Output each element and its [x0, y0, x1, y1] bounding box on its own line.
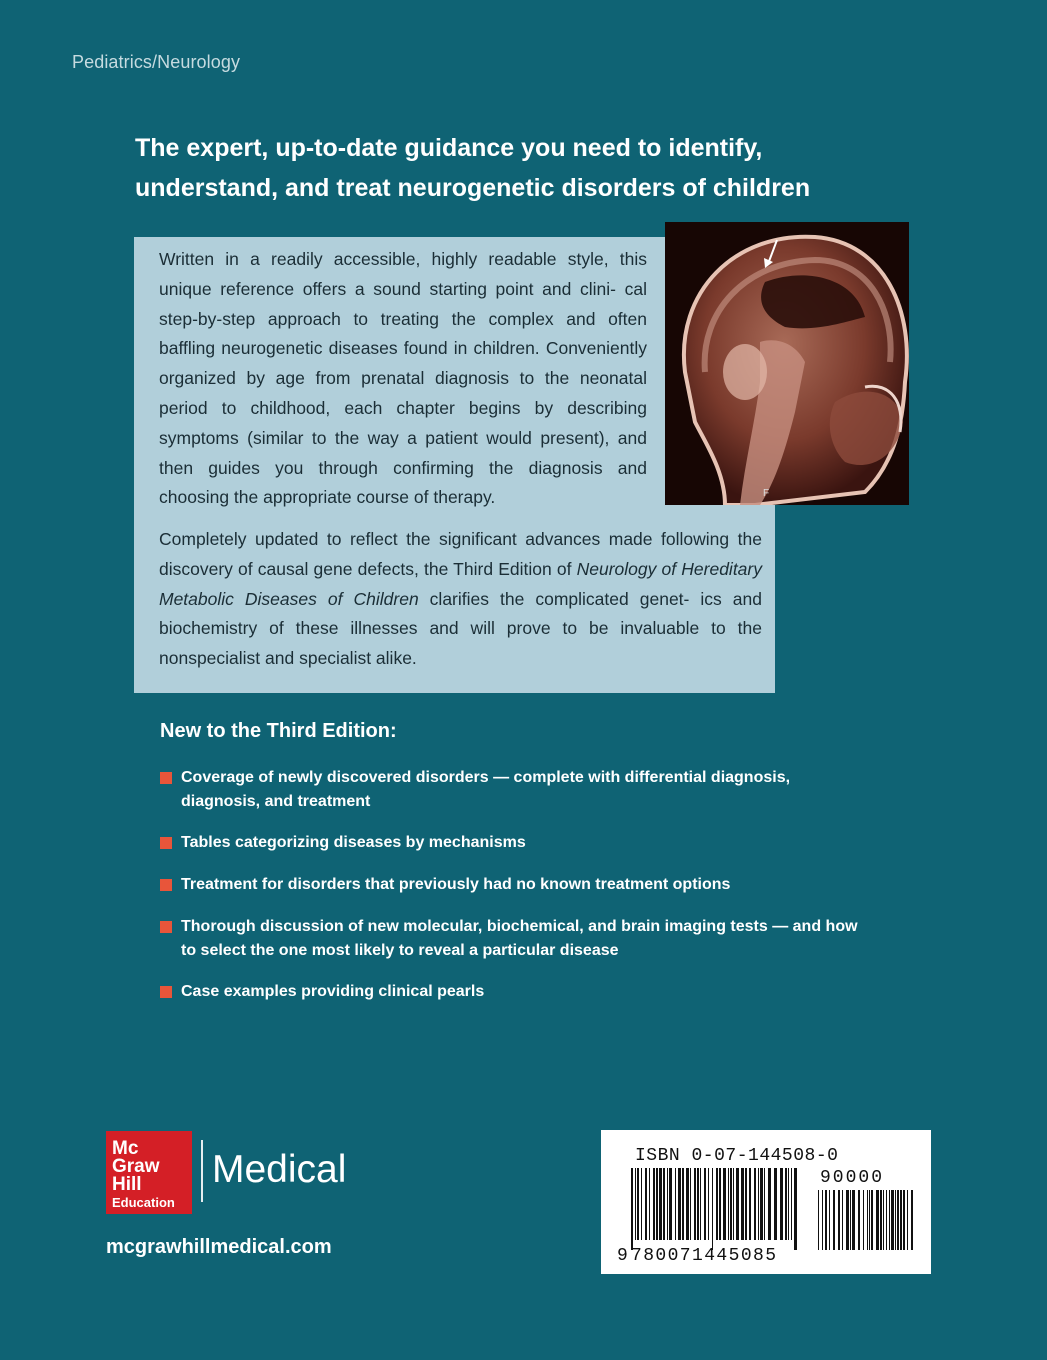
division-name: Medical	[212, 1148, 347, 1191]
barcode-bar	[704, 1168, 706, 1240]
barcode-bar	[788, 1168, 789, 1240]
barcode-bar	[667, 1168, 668, 1240]
para1-line: unique reference offers a sound starting point and clini-	[159, 278, 616, 299]
barcode-bar	[850, 1190, 851, 1250]
barcode-bar	[635, 1168, 636, 1240]
barcode-bar	[825, 1190, 827, 1250]
bullet-text: diagnosis, and treatment	[181, 793, 371, 810]
barcode-bar	[708, 1168, 709, 1240]
description-paragraph-2	[159, 525, 762, 674]
barcode-bar	[675, 1168, 676, 1240]
bullet-text: Thorough discussion of new molecular, biochemical, and brain imaging tests — and how	[181, 918, 858, 935]
bullet-text: Treatment for disorders that previously had no known treatment options	[181, 876, 731, 893]
price-addon-digits: 90000	[820, 1168, 885, 1188]
description-paragraph-1	[159, 245, 647, 513]
list-item	[160, 915, 900, 963]
barcode-bar	[663, 1168, 665, 1240]
list-item	[160, 980, 900, 1004]
ean-lead-digit: 9	[617, 1246, 628, 1266]
barcode-bar	[829, 1190, 830, 1250]
headline	[135, 128, 935, 208]
para1-line: the neonatal period to childhood, each chapter begins by	[159, 368, 647, 418]
bullet-square-icon	[160, 986, 172, 998]
barcode-bar	[867, 1190, 868, 1250]
barcode-bar	[641, 1168, 642, 1240]
list-item	[160, 831, 900, 855]
barcode-bar	[686, 1168, 689, 1240]
barcode-bar	[869, 1190, 870, 1250]
list-item	[160, 766, 900, 814]
barcode-bar	[754, 1168, 756, 1240]
mcgraw-hill-logo	[106, 1131, 192, 1214]
barcode-bar	[723, 1168, 726, 1240]
barcode-bar	[846, 1190, 849, 1250]
barcode-bar	[903, 1190, 905, 1250]
barcode-bar	[669, 1168, 672, 1240]
publisher-website: mcgrawhillmedical.com	[106, 1236, 332, 1258]
headline-line-1: The expert, up-to-date guidance you need to identify,	[135, 134, 763, 162]
barcode-bar	[694, 1168, 696, 1240]
barcode-bar	[682, 1168, 684, 1240]
book-title-part-1: Neurology of	[576, 558, 677, 579]
logo-line-education: Education	[112, 1195, 175, 1210]
barcode-bar	[842, 1190, 843, 1250]
barcode-bar	[876, 1190, 879, 1250]
category-label: Pediatrics/Neurology	[72, 52, 241, 72]
barcode-bar	[858, 1190, 860, 1250]
barcode-bar	[900, 1190, 902, 1250]
barcode-bar	[736, 1168, 739, 1240]
barcode-bar	[895, 1190, 896, 1250]
barcode-bar	[716, 1168, 718, 1240]
barcode-bar	[863, 1190, 864, 1250]
barcode-bar	[659, 1168, 662, 1240]
barcode-bar	[690, 1168, 691, 1240]
barcode-bar	[911, 1190, 913, 1250]
bullet-square-icon	[160, 837, 172, 849]
para1-line: describing symptoms (similar to the way a patient would	[159, 397, 647, 448]
barcode-bar	[791, 1168, 792, 1240]
bullet-square-icon	[160, 772, 172, 784]
logo-line-graw: Graw	[112, 1156, 160, 1177]
isbn-text: ISBN 0-07-144508-0	[635, 1146, 839, 1166]
para1-line: Written in a readily accessible, highly readable style, this	[159, 249, 647, 269]
new-edition-heading: New to the Third Edition:	[160, 720, 397, 742]
barcode-bar	[833, 1190, 835, 1250]
barcode-bar	[649, 1168, 650, 1240]
para2-line: the discovery of causal gene defects, the Third Edition of	[159, 529, 762, 579]
list-item	[160, 873, 900, 897]
barcode-bar	[880, 1190, 882, 1250]
barcode-bar	[785, 1168, 787, 1240]
barcode-bar	[656, 1168, 658, 1240]
bullet-text: Coverage of newly discovered disorders — complete with differential diagnosis,	[181, 769, 791, 786]
barcode-bar	[728, 1168, 729, 1240]
logo-line-hill: Hill	[112, 1174, 142, 1195]
logo-divider	[201, 1140, 203, 1202]
barcode-bar	[907, 1190, 908, 1250]
para2-line: the nonspecialist and specialist alike.	[159, 618, 762, 669]
barcode-bar	[794, 1168, 797, 1250]
barcode-bar	[700, 1168, 701, 1240]
barcode-bar	[749, 1168, 751, 1240]
barcode-bar	[712, 1168, 713, 1250]
barcode-bar	[730, 1168, 732, 1240]
barcode-bar	[760, 1168, 763, 1240]
para1-line: present), and then guides you through confirming the	[159, 427, 647, 478]
logo-line-mc: Mc	[112, 1138, 139, 1159]
barcode-bar	[764, 1168, 765, 1240]
barcode-bar	[818, 1190, 819, 1250]
barcode-bar	[719, 1168, 721, 1240]
barcode-bar	[697, 1168, 699, 1240]
bullet-square-icon	[160, 921, 172, 933]
barcode-bar	[774, 1168, 777, 1240]
para2-line: ics and biochemistry of these illnesses and will prove to be invaluable to	[159, 588, 762, 639]
barcode-bar	[768, 1168, 771, 1240]
barcode-bar	[852, 1190, 855, 1250]
barcode-bar	[678, 1168, 681, 1240]
barcode-bar	[758, 1168, 759, 1240]
para1-line: Conveniently organized by age from prenatal diagnosis to	[159, 338, 647, 389]
barcode-bar	[891, 1190, 894, 1250]
mri-illustration	[665, 222, 909, 505]
barcode-bar	[741, 1168, 744, 1240]
barcode-bar	[653, 1168, 655, 1240]
headline-line-2: understand, and treat neurogenetic disorders of children	[135, 174, 811, 202]
para1-line: diagnosis and choosing the appropriate course of therapy.	[159, 457, 647, 508]
para1-line: often baffling neurogenetic diseases found in children.	[159, 308, 647, 359]
para2-line: clarifies the complicated genet-	[418, 588, 690, 609]
bullet-text: to select the one most likely to reveal a particular disease	[181, 942, 619, 959]
bullet-text: Case examples providing clinical pearls	[181, 983, 485, 1000]
bullet-text: Tables categorizing diseases by mechanisms	[181, 834, 526, 851]
para1-line: cal step-by-step approach to treating the complex and	[159, 278, 647, 329]
barcode-bar	[883, 1190, 884, 1250]
barcode-bar	[637, 1168, 639, 1240]
mri-brain-image	[665, 222, 909, 505]
barcode-bar	[871, 1190, 873, 1250]
barcode-bar	[733, 1168, 734, 1240]
barcode-bar	[822, 1190, 823, 1250]
barcode-bar	[745, 1168, 747, 1240]
barcode-bar	[889, 1190, 890, 1250]
barcode-bar	[631, 1168, 633, 1250]
barcode-bar	[897, 1190, 899, 1250]
mri-corner-label: F	[763, 488, 770, 499]
barcode-bar	[780, 1168, 783, 1240]
barcode-bar	[838, 1190, 840, 1250]
barcode-bar	[645, 1168, 647, 1240]
barcode-bar	[886, 1190, 887, 1250]
book-title-part-2: Hereditary Metabolic Diseases of Children	[159, 558, 762, 609]
para2-line: Completely updated to reflect the significant advances made following	[159, 529, 730, 549]
bullet-square-icon	[160, 879, 172, 891]
isbn-barcode	[601, 1130, 931, 1274]
ean-digits: 780071445085	[631, 1246, 778, 1266]
